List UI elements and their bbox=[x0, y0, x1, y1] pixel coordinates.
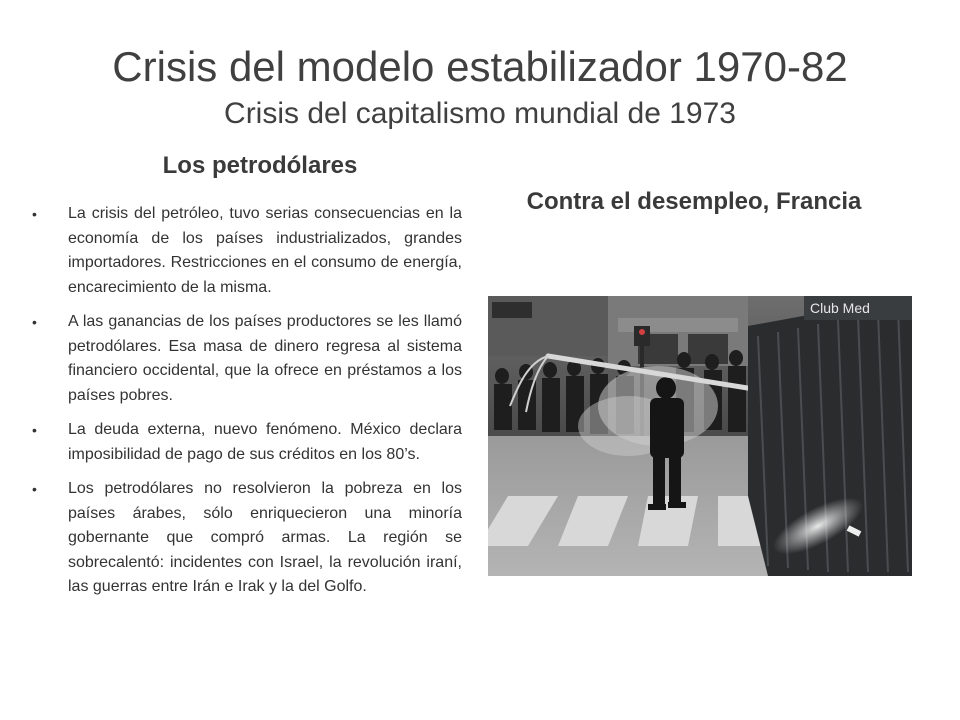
right-column-heading: Contra el desempleo, Francia bbox=[526, 188, 862, 215]
bullet-text: A las ganancias de los países productores se les llamó petrodólares. Esa masa de dinero regresa al sistema financiero occidental, que la ofrece en préstamos a los países pobres. bbox=[68, 313, 462, 404]
slide-title-block bbox=[40, 40, 920, 134]
slide-subtitle: Crisis del capitalismo mundial de 1973 bbox=[224, 97, 736, 130]
bullet-item bbox=[30, 310, 462, 408]
bullet-dot-icon: • bbox=[32, 206, 37, 222]
bullet-item bbox=[30, 477, 462, 600]
bullet-text: Los petrodólares no resolvieron la pobreza en los países árabes, sólo enriquecieron una minoría gobernante que compró armas. La región se sobrecalentó: incidentes con Israel, la revolución iraní, las guerras entre Irán e Irak y la del Golfo. bbox=[68, 480, 462, 595]
bullet-dot-icon: • bbox=[32, 481, 37, 497]
slide-title: Crisis del modelo estabilizador 1970-82 bbox=[112, 43, 848, 90]
bullet-text: La deuda externa, nuevo fenómeno. México declara imposibilidad de pago de sus créditos en los 80’s. bbox=[68, 421, 462, 463]
bullet-item bbox=[30, 418, 462, 467]
bullet-dot-icon: • bbox=[32, 314, 37, 330]
bullet-dot-icon: • bbox=[32, 422, 37, 438]
bullet-item bbox=[30, 202, 462, 300]
bullet-list bbox=[30, 202, 462, 610]
left-column-heading: Los petrodólares bbox=[162, 152, 358, 179]
club-med-sign: Club Med bbox=[810, 300, 870, 316]
bullet-text: La crisis del petróleo, tuvo serias consecuencias en la economía de los países industrializados, grandes importadores. Restricciones en el consumo de energía, encarecimiento de la misma. bbox=[68, 205, 462, 296]
street-protest-photo bbox=[488, 296, 912, 576]
